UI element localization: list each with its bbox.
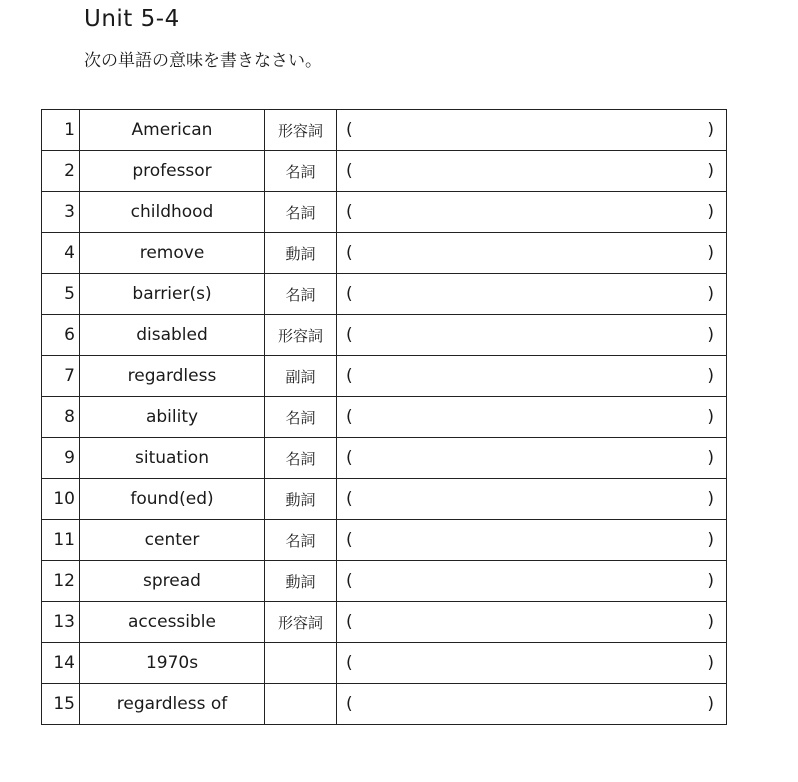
- page-title: Unit 5-4: [84, 6, 180, 32]
- close-parenthesis: ): [707, 530, 714, 550]
- row-number: 12: [42, 561, 80, 602]
- part-of-speech: 名詞: [265, 151, 337, 192]
- row-number: 3: [42, 192, 80, 233]
- answer-field[interactable]: [337, 315, 727, 356]
- vocabulary-word: disabled: [80, 315, 265, 356]
- open-parenthesis: (: [346, 653, 353, 673]
- open-parenthesis: (: [346, 202, 353, 222]
- answer-field[interactable]: [337, 192, 727, 233]
- part-of-speech: 名詞: [265, 192, 337, 233]
- vocabulary-word: situation: [80, 438, 265, 479]
- table-row: [42, 110, 727, 151]
- part-of-speech: 動詞: [265, 233, 337, 274]
- vocabulary-word: American: [80, 110, 265, 151]
- open-parenthesis: (: [346, 366, 353, 386]
- close-parenthesis: ): [707, 284, 714, 304]
- table-row: [42, 479, 727, 520]
- answer-field[interactable]: [337, 356, 727, 397]
- answer-field[interactable]: [337, 520, 727, 561]
- answer-field[interactable]: [337, 151, 727, 192]
- part-of-speech: 名詞: [265, 438, 337, 479]
- table-row: [42, 520, 727, 561]
- table-row: [42, 643, 727, 684]
- row-number: 6: [42, 315, 80, 356]
- close-parenthesis: ): [707, 694, 714, 714]
- part-of-speech: 形容詞: [265, 110, 337, 151]
- open-parenthesis: (: [346, 448, 353, 468]
- answer-field[interactable]: [337, 233, 727, 274]
- close-parenthesis: ): [707, 243, 714, 263]
- part-of-speech: 副詞: [265, 356, 337, 397]
- vocabulary-table: [41, 109, 727, 725]
- open-parenthesis: (: [346, 161, 353, 181]
- row-number: 11: [42, 520, 80, 561]
- vocabulary-word: barrier(s): [80, 274, 265, 315]
- answer-field[interactable]: [337, 438, 727, 479]
- open-parenthesis: (: [346, 612, 353, 632]
- row-number: 4: [42, 233, 80, 274]
- vocabulary-word: 1970s: [80, 643, 265, 684]
- vocabulary-word: accessible: [80, 602, 265, 643]
- open-parenthesis: (: [346, 489, 353, 509]
- table-row: [42, 561, 727, 602]
- part-of-speech: [265, 684, 337, 725]
- answer-field[interactable]: [337, 479, 727, 520]
- vocabulary-word: spread: [80, 561, 265, 602]
- close-parenthesis: ): [707, 202, 714, 222]
- row-number: 1: [42, 110, 80, 151]
- table-row: [42, 397, 727, 438]
- row-number: 8: [42, 397, 80, 438]
- row-number: 5: [42, 274, 80, 315]
- close-parenthesis: ): [707, 612, 714, 632]
- open-parenthesis: (: [346, 243, 353, 263]
- answer-field[interactable]: [337, 684, 727, 725]
- close-parenthesis: ): [707, 489, 714, 509]
- answer-field[interactable]: [337, 110, 727, 151]
- vocabulary-word: professor: [80, 151, 265, 192]
- part-of-speech: [265, 643, 337, 684]
- open-parenthesis: (: [346, 120, 353, 140]
- table-row: [42, 233, 727, 274]
- instruction-text: 次の単語の意味を書きなさい。: [84, 51, 322, 71]
- answer-field[interactable]: [337, 561, 727, 602]
- row-number: 15: [42, 684, 80, 725]
- close-parenthesis: ): [707, 571, 714, 591]
- vocabulary-word: found(ed): [80, 479, 265, 520]
- open-parenthesis: (: [346, 694, 353, 714]
- part-of-speech: 形容詞: [265, 315, 337, 356]
- table-row: [42, 602, 727, 643]
- table-row: [42, 438, 727, 479]
- close-parenthesis: ): [707, 325, 714, 345]
- table-row: [42, 192, 727, 233]
- vocabulary-word: remove: [80, 233, 265, 274]
- vocabulary-table-body: [42, 110, 727, 725]
- close-parenthesis: ): [707, 407, 714, 427]
- part-of-speech: 名詞: [265, 520, 337, 561]
- row-number: 9: [42, 438, 80, 479]
- answer-field[interactable]: [337, 274, 727, 315]
- open-parenthesis: (: [346, 530, 353, 550]
- table-row: [42, 151, 727, 192]
- open-parenthesis: (: [346, 284, 353, 304]
- vocabulary-word: regardless: [80, 356, 265, 397]
- table-row: [42, 684, 727, 725]
- vocabulary-word: ability: [80, 397, 265, 438]
- table-row: [42, 315, 727, 356]
- row-number: 2: [42, 151, 80, 192]
- answer-field[interactable]: [337, 397, 727, 438]
- row-number: 10: [42, 479, 80, 520]
- open-parenthesis: (: [346, 407, 353, 427]
- part-of-speech: 名詞: [265, 397, 337, 438]
- close-parenthesis: ): [707, 366, 714, 386]
- answer-field[interactable]: [337, 643, 727, 684]
- row-number: 14: [42, 643, 80, 684]
- close-parenthesis: ): [707, 120, 714, 140]
- table-row: [42, 356, 727, 397]
- vocabulary-word: regardless of: [80, 684, 265, 725]
- part-of-speech: 動詞: [265, 479, 337, 520]
- part-of-speech: 形容詞: [265, 602, 337, 643]
- close-parenthesis: ): [707, 448, 714, 468]
- part-of-speech: 名詞: [265, 274, 337, 315]
- vocabulary-word: childhood: [80, 192, 265, 233]
- row-number: 7: [42, 356, 80, 397]
- part-of-speech: 動詞: [265, 561, 337, 602]
- row-number: 13: [42, 602, 80, 643]
- table-row: [42, 274, 727, 315]
- close-parenthesis: ): [707, 653, 714, 673]
- answer-field[interactable]: [337, 602, 727, 643]
- vocabulary-word: center: [80, 520, 265, 561]
- open-parenthesis: (: [346, 571, 353, 591]
- open-parenthesis: (: [346, 325, 353, 345]
- close-parenthesis: ): [707, 161, 714, 181]
